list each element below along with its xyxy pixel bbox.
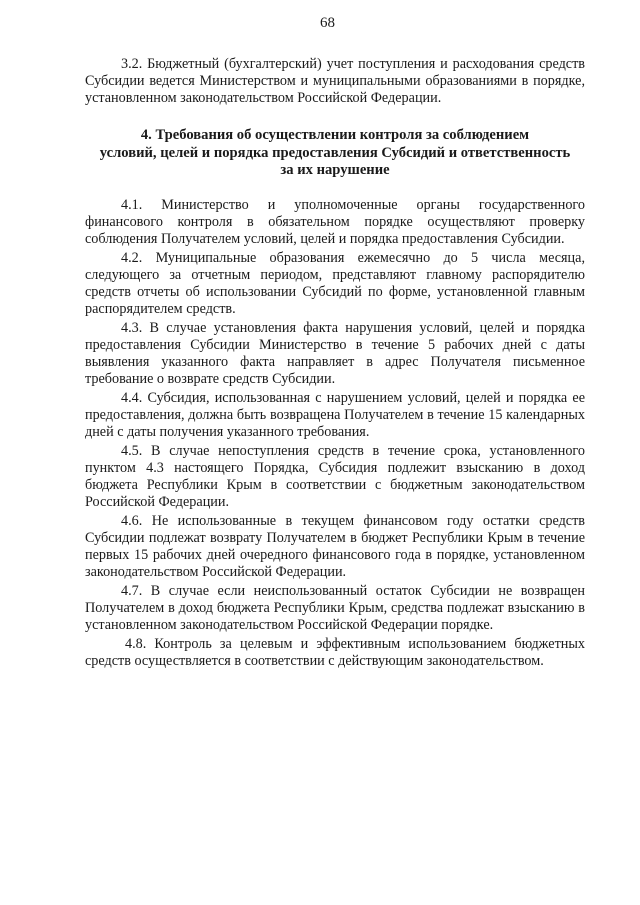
section-4-heading-line-2: условий, целей и порядка предоставления Субсидий и ответственность [99, 144, 571, 161]
paragraph-4-4: 4.4. Субсидия, использованная с нарушением условий, целей и порядка ее предоставления, должна быть возвращена Получателем в течение 15 календарных дней с даты получения указанного требования. [85, 389, 585, 440]
paragraph-4-8: 4.8. Контроль за целевым и эффективным использованием бюджетных средств осуществляется в соответствии с действующим законодательством. [85, 635, 585, 669]
paragraph-4-3: 4.3. В случае установления факта нарушения условий, целей и порядка предоставления Субсидии Министерство в течение 5 рабочих дней с даты выявления указанного факта направляет в адрес Получателя письменное требование о возврате средств Субсидии. [85, 319, 585, 387]
document-body [85, 56, 585, 672]
section-4-heading [85, 127, 585, 180]
paragraph-4-1: 4.1. Министерство и уполномоченные органы государственного финансового контроля в обязательном порядке осуществляют проверку соблюдения Получателем условий, целей и порядка предоставления Субсидии. [85, 196, 585, 247]
section-4-heading-line-1: 4. Требования об осуществлении контроля за соблюдением [140, 127, 530, 143]
section-4-heading-line-3: за их нарушение [280, 162, 390, 178]
paragraph-4-7: 4.7. В случае если неиспользованный остаток Субсидии не возвращен Получателем в доход бюджета Республики Крым, средства подлежат взысканию в установленном законодательством Российской Федерации порядке. [85, 582, 585, 633]
paragraph-4-2: 4.2. Муниципальные образования ежемесячно до 5 числа месяца, следующего за отчетным периодом, представляют главному распорядителю средств отчеты об использовании Субсидий по форме, установленной главным распорядителем средств. [85, 249, 585, 317]
paragraph-4-5: 4.5. В случае непоступления средств в течение срока, установленного пунктом 4.3 настоящего Порядка, Субсидия подлежит взысканию в доход бюджета Республики Крым в соответствии с бюджетным законодательством Российской Федерации. [85, 442, 585, 510]
paragraph-3-2: 3.2. Бюджетный (бухгалтерский) учет поступления и расходования средств Субсидии ведется Министерством и муниципальными образованиями в порядке, установленном законодательством Российской Федерации. [85, 56, 585, 106]
page-number: 68 [320, 15, 335, 31]
paragraph-4-6: 4.6. Не использованные в текущем финансовом году остатки средств Субсидии подлежат возврату Получателем в бюджет Республики Крым в течение первых 15 рабочих дней очередного финансового года в порядке, установленном законодательством Российской Федерации. [85, 512, 585, 580]
